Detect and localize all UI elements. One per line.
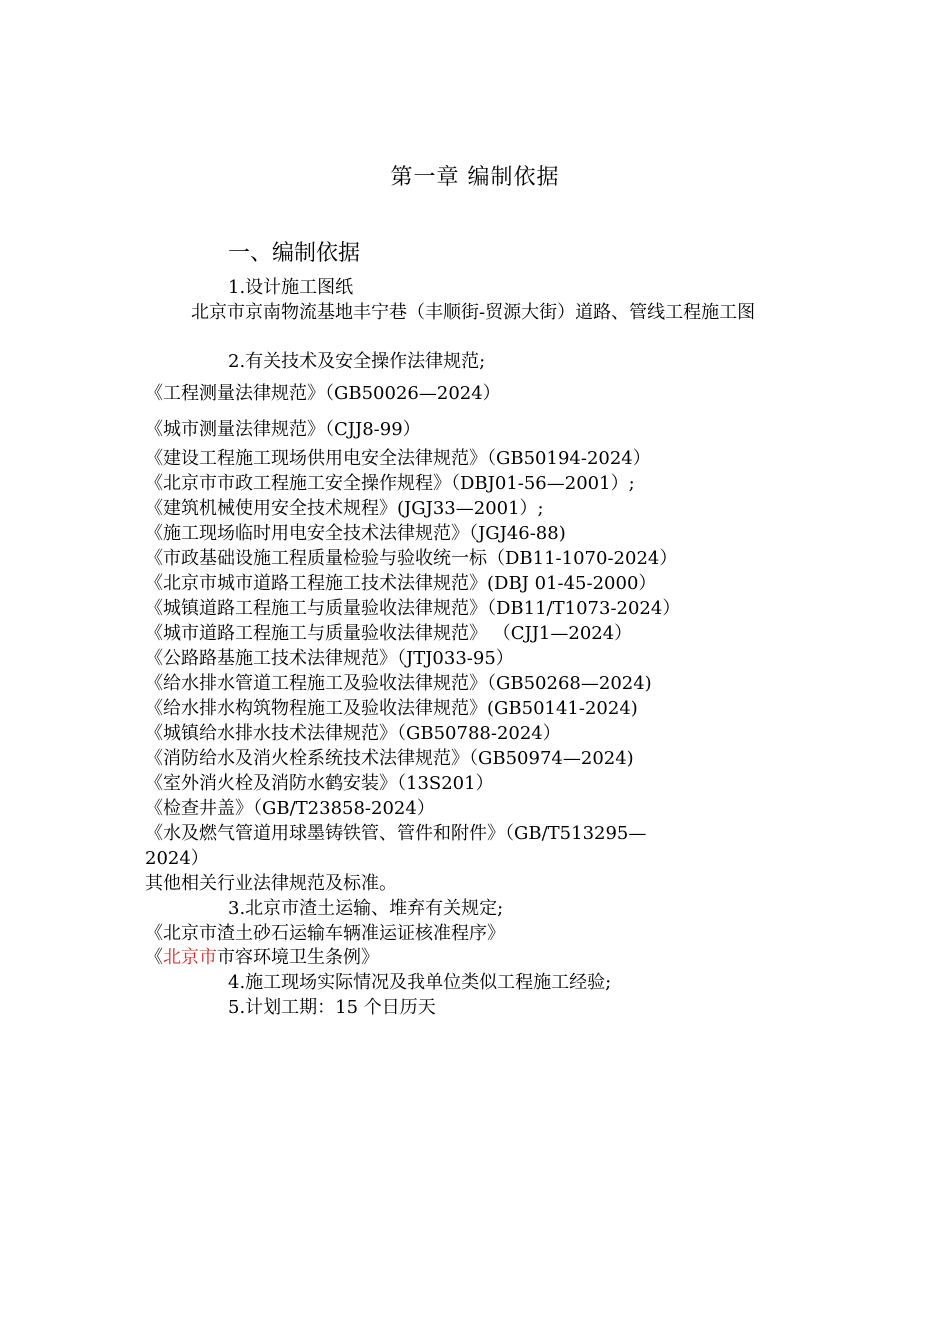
standard-item: 《北京市市政工程施工安全操作规程》（DBJ01-56—2001）; — [145, 473, 635, 494]
item3-line2-rest: 市容环境卫生条例》 — [217, 947, 379, 968]
standard-item: 《城镇道路工程施工与质量验收法律规范》（DB11/T1073-2024） — [145, 598, 681, 619]
standard-item: 《给水排水管道工程施工及验收法律规范》（GB50268—2024) — [145, 673, 652, 694]
standard-item: 《给水排水构筑物程施工及验收法律规范》(GB50141-2024) — [145, 698, 638, 719]
standard-item: 《水及燃气管道用球墨铸铁管、管件和附件》（GB/T513295— — [145, 823, 647, 844]
standard-item: 《工程测量法律规范》（GB50026—2024） — [145, 383, 501, 404]
standard-item: 《市政基础设施工程质量检验与验收统一标（DB11-1070-2024） — [145, 548, 678, 569]
item1-text: 北京市京南物流基地丰宁巷（丰顺街-贸源大街）道路、管线工程施工图 — [191, 302, 756, 323]
standard-item: 《城市测量法律规范》（CJJ8-99） — [145, 419, 421, 440]
item4-heading: 4.施工现场实际情况及我单位类似工程施工经验; — [228, 972, 612, 993]
standard-item: 《室外消火栓及消防水鹤安装》（13S201） — [145, 773, 494, 794]
standard-item: 《城镇给水排水技术法律规范》（GB50788-2024） — [145, 723, 561, 744]
highlighted-text: 北京市 — [163, 947, 217, 968]
item3-line2-open: 《 — [145, 947, 163, 968]
standard-item: 《公路路基施工技术法律规范》（JTJ033-95） — [145, 648, 514, 669]
section-title: 一、编制依据 — [228, 241, 361, 266]
standard-item: 《消防给水及消火栓系统技术法律规范》（GB50974—2024) — [145, 748, 634, 769]
standard-item: 《建设工程施工现场供用电安全法律规范》（GB50194-2024） — [145, 448, 651, 469]
item3-line2 — [145, 946, 379, 970]
standards-footer: 其他相关行业法律规范及标准。 — [145, 873, 397, 894]
item2-heading: 2.有关技术及安全操作法律规范; — [228, 351, 486, 372]
standard-item: 《城市道路工程施工与质量验收法律规范》 （CJJ1—2024） — [145, 623, 633, 644]
standard-item: 2024） — [145, 848, 209, 869]
item1-heading: 1.设计施工图纸 — [228, 277, 354, 298]
standard-item: 《检查井盖》（GB/T23858-2024） — [145, 798, 435, 819]
item5-heading: 5.计划工期：15 个日历天 — [228, 997, 436, 1018]
standard-item: 《施工现场临时用电安全技术法律规范》（JGJ46-88) — [145, 523, 566, 544]
item3-heading: 3.北京市渣土运输、堆弃有关规定; — [228, 898, 504, 919]
chapter-title: 第一章 编制依据 — [390, 165, 560, 190]
standard-item: 《北京市城市道路工程施工技术法律规范》(DBJ 01-45-2000） — [145, 573, 657, 594]
item3-line1: 《北京市渣土砂石运输车辆准运证核准程序》 — [145, 923, 505, 944]
standard-item: 《建筑机械使用安全技术规程》(JGJ33—2001）; — [145, 498, 544, 519]
